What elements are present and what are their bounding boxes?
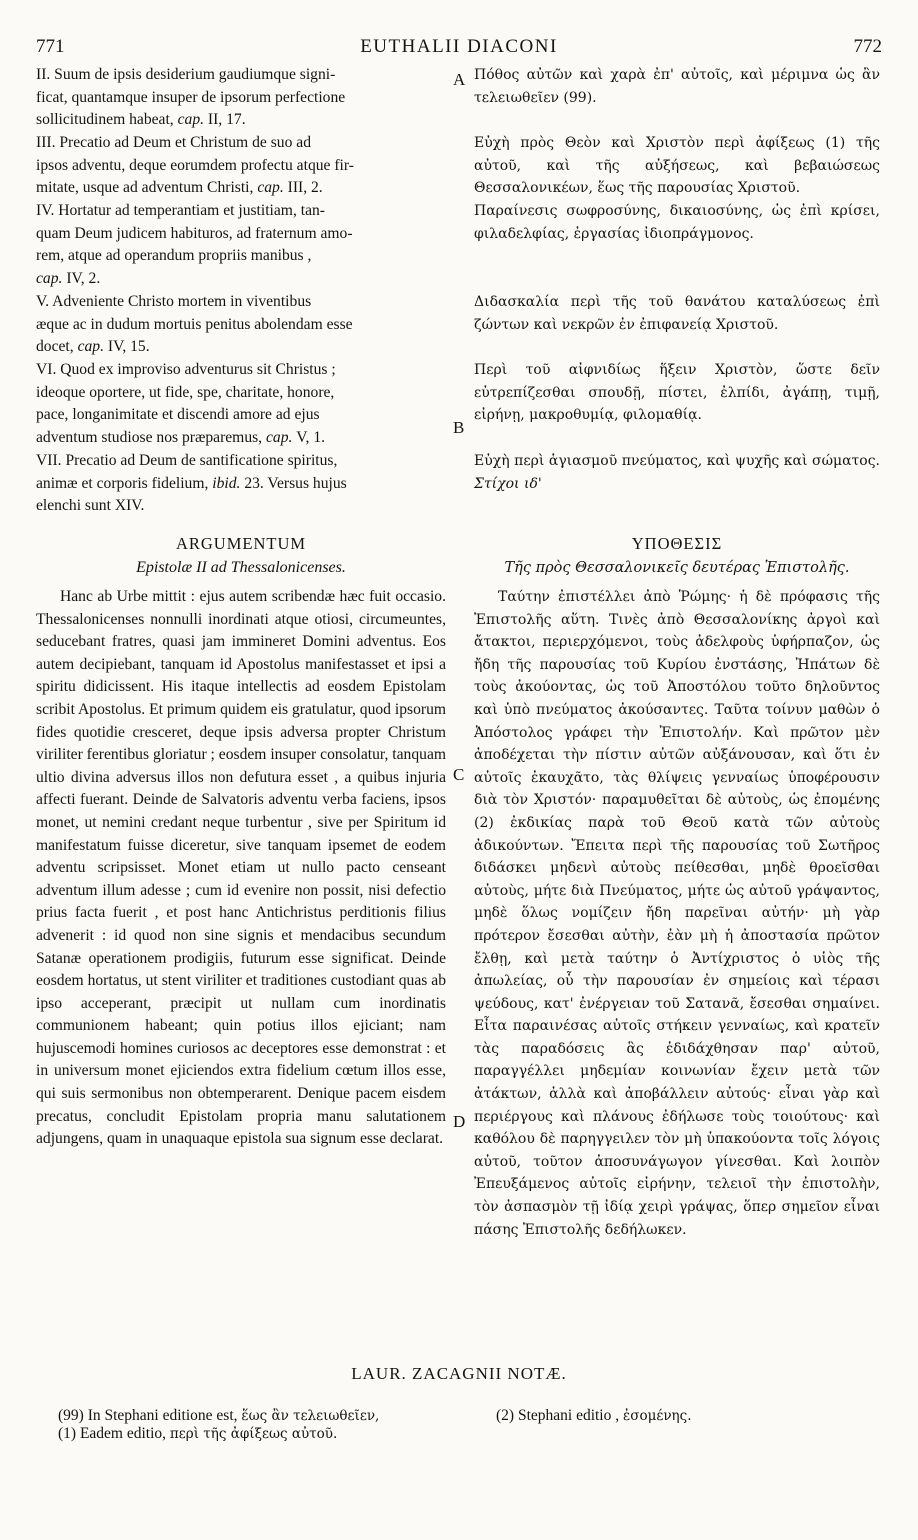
note-99: (99) In Stephani editione est, ἕως ἂν τελειωθεῖεν,	[58, 1407, 380, 1424]
greek-section-4: Παραίνεσις σωφροσύνης, δικαιοσύνης, ὡς ἐπὶ κρίσει, φιλαδελφίας, ἐργασίας ἰδιοπράγμονος.	[474, 203, 880, 242]
greek-section-2: Πόθος αὐτῶν καὶ χαρὰ ἐπ' αὐτοῖς, καὶ μέριμνα ὡς ἂν τελειωθεῖεν (99).	[474, 67, 880, 106]
latin-column	[36, 64, 446, 1151]
latin-section-7: VII. Precatio ad Deum de santificatione spiritus, animæ et corporis fidelium, ibid. 23. Versus hujus elenchi sunt XIV.	[36, 452, 347, 515]
greek-argument-text: Ταύτην ἐπιστέλλει ἀπὸ Ῥώμης· ἡ δὲ πρόφασις τῆς Ἐπιστολῆς αὕτη. Τινὲς ἀπὸ Θεσσαλονίκης ἀργοὶ καὶ ἄτακτοι, περιερχόμενοι, τοὺς ἀδελφοὺς ὑφήρπαζον, ὡς ἤδη τῆς παρουσίας τοῦ Κυρίου ἐνστάσης, Ἠπάτων δὲ τοὺς ἀκούοντας, ὡς τοῦ Ἀποστόλου τοῦτο δηλοῦντος καὶ ὑπὸ πνεύματος ἀκούσαντες. Ταῦτα τοίνυν μαθὼν ὁ Ἀπόστολος γράφει τὴν Ἐπιστολήν. Καὶ πρῶτον μὲν ἀποδέχεται τὴν πίστιν αὐτῶν αὐξάνουσαν, καὶ ὅτι ἐν αὐτοῖς ἐκαυχᾶτο, τὰς θλίψεις γενναίως ὑποφέρουσιν διὰ τὸν Χριστόν· παραμυθεῖται δὲ αὐτοὺς, ὡς ἐπομένης (2) ἐκδικίας παρὰ τοῦ Θεοῦ κατὰ τῶν αὐτοὺς ἀδικούντων. Ἔπειτα περὶ τῆς παρουσίας τοῦ Σωτῆρος διδάσκει μηδενὶ αὐτοὺς πείθεσθαι, μηδὲ θροεῖσθαι αὐτοὺς, μήτε διὰ Πνεύματος, μήτε ὡς αὐτοῦ γράψαντος, μηδὲ ὅλως νομίζειν ἤδη παρεῖναι αὐτήν· μὴ γὰρ πρότερον ἔσεσθαι αὐτὴν, ἐὰν μὴ ἡ ἀποστασία πρῶτον ἔλθῃ, καὶ μετὰ ταύτην ὁ Ἀντίχριστος ὁ υἱὸς τῆς ἀπωλείας, οὗ τὴν παρουσίαν ἐν σημείοις καὶ τέρασι ψεύδους, κατ' ἐνέργειαν τοῦ Σατανᾶ, ἔσεσθαι σημαίνει. Εἶτα παραινέσας αὐτοῖς στήκειν γενναίως, καὶ κρατεῖν τὰς παραδόσεις ἃς ἐδιδάχθησαν παρ' αὐτοῦ, παραγγέλλει μηδεμίαν κοινωνίαν ἔχειν μετὰ τῶν ἀτάκτων, ἀλλὰ καὶ ἀποβάλλειν αὐτούς· εἶναι γὰρ καὶ περιέργους καὶ πλάνους ἐδήλωσε τοὺς τοιούτους· καὶ καθόλου δὲ παρηγγειλεν τὸν μὴ ὑπακούοντα τοῖς λόγοις αὐτοῦ, τοῦτον ἀποσυνάγωγον γίνεσθαι. Καὶ λοιπὸν Ἐπευξάμενος αὐτοῖς εἰρήνην, τελειοῖ τὴν ἐπιστολὴν, τὸν ἀσπασμὸν τῇ ἰδίᾳ χειρὶ γράψας, ὅπερ σημεῖον εἶναι πάσης Ἐπιστολῆς δεδήλωκεν.	[474, 589, 880, 1238]
latin-section-6: VI. Quod ex improviso adventurus sit Christus ; ideoque oportere, ut fide, spe, charitate, honore, pace, longanimitate et discendi amore ad ejus adventum studiose nos præparemus, cap. V, 1.	[36, 361, 336, 446]
greek-section-7: Εὐχὴ περὶ ἁγιασμοῦ πνεύματος, καὶ ψυχῆς καὶ σώματος. Στίχοι ιδ'	[474, 453, 880, 492]
latin-section-5: V. Adveniente Christo mortem in viventibus æque ac in dudum mortuis penitus abolendam esse docet, cap. IV, 15.	[36, 293, 353, 356]
margin-letter-a: A	[453, 70, 466, 89]
page-number-right: 772	[853, 36, 882, 57]
note-1: (1) Eadem editio, περὶ τῆς ἀφίξεως αὐτοῦ.	[58, 1425, 338, 1442]
page-number-left: 771	[36, 36, 65, 57]
margin-letter-d: D	[453, 1112, 466, 1131]
greek-section-6: Περὶ τοῦ αἰφνιδίως ἥξειν Χριστὸν, ὥστε δεῖν εὐτρεπίζεσθαι σπουδῇ, πίστει, ἐλπίδι, ἀγάπῃ, τιμῇ, εἰρήνῃ, μακροθυμίᾳ, φιλομαθίᾳ.	[474, 362, 880, 424]
page-title: EUTHALII DIACONI	[360, 36, 558, 57]
latin-argument-subtitle: Epistolæ II ad Thessalonicenses.	[136, 559, 346, 576]
margin-letter-c: C	[453, 765, 465, 784]
greek-column	[474, 64, 880, 1241]
latin-section-3: III. Precatio ad Deum et Christum de suo ad ipsos adventu, deque eorumdem profectu atque fir- mitate, usque ad adventum Christi, cap. III, 2.	[36, 134, 354, 197]
latin-section-2: II. Suum de ipsis desiderium gaudiumque signi- ficat, quantamque insuper de ipsorum perfectione sollicitudinem habeat, cap. II, 17.	[36, 66, 346, 129]
greek-argument-title: ΥΠΟΘΕΣΙΣ	[631, 534, 723, 553]
running-header	[0, 36, 918, 60]
latin-argument-title: ARGUMENTUM	[175, 534, 307, 553]
greek-argument-subtitle: Τῆς πρὸς Θεσσαλονικεῖς δευτέρας Ἐπιστολῆς.	[504, 560, 850, 576]
margin-letter-b: B	[453, 418, 465, 437]
latin-argument-text: Hanc ab Urbe mittit : ejus autem scribendæ hæc fuit occasio. Thessalonicenses nonnulli inordinati atque otiosi, circumeuntes, seducebant fratres, quasi jam immineret Domini adventus. Eos autem decipiebant, tanquam id Apostolus manifestasset et ipsi a spiritu didicissent. His itaque intellectis ad eosdem Epistolam scribit Apostolus. Et primum quidem eis gratulatur, quod ipsorum fides quotidie cresceret, deque ipsis adversa propter Christum viriliter ferentibus gloriatur ; eosdem insuper consolatur, tanquam ultio divina adversus illos non defutura esset , a quibus injuria affecti fuerant. Deinde de Salvatoris adventu verba faciens, ipsos monet, ut nemini credant neque turbentur , sive per Spiritum id manifestatum fuisse diceretur, sive tanquam ipsemet de eodem adventu scripsisset. Monet etiam ut nullo pacto censeant adventum illum adesse ; cum id evenire non possit, nisi defectio prius facta fuerit , et post hanc Antichristus perditionis filius advenerit : id quod non sine signis et mendacibus secundum Satanæ operationem prodigiis, futurum esse significat. Deinde eosdem hortatus, ut stent viriliter et traditiones custodiant quas ab ipso acceperant, præcipit ut nullam cum inordinatis communionem habeant; quin potius illos ejiciant; nam hujuscemodi homines curiosos ac deceptores esse demonstrat : et in universum monet ejiciendos extra fidelium cœtum illos esse, qui suis sermonibus non obtemperarent. Denique pacem eisdem precatus, concludit Epistolam propria manu salutationem adjungens, quam in unaquaque epistola sua signum esse declarat.	[36, 588, 446, 1148]
greek-section-5: Διδασκαλία περὶ τῆς τοῦ θανάτου καταλύσεως ἐπὶ ζώντων καὶ νεκρῶν ἐν ἐπιφανείᾳ Χριστοῦ.	[474, 294, 880, 333]
note-2: (2) Stephani editio , ἐσομένης.	[496, 1407, 692, 1424]
notes-title: LAUR. ZACAGNII NOTÆ.	[351, 1364, 567, 1383]
greek-section-3: Εὐχὴ πρὸς Θεὸν καὶ Χριστὸν περὶ ἀφίξεως (1) τῆς αὐτοῦ, καὶ τῆς αὐξήσεως, καὶ βεβαιώσεως Θεσσαλονικέων, ἕως τῆς παρουσίας Χριστοῦ.	[474, 135, 880, 197]
latin-section-4: IV. Hortatur ad temperantiam et justitiam, tan- quam Deum judicem habituros, ad fraternum amo- rem, atque ad operandum propriis manibus , cap. IV, 2.	[36, 202, 353, 287]
